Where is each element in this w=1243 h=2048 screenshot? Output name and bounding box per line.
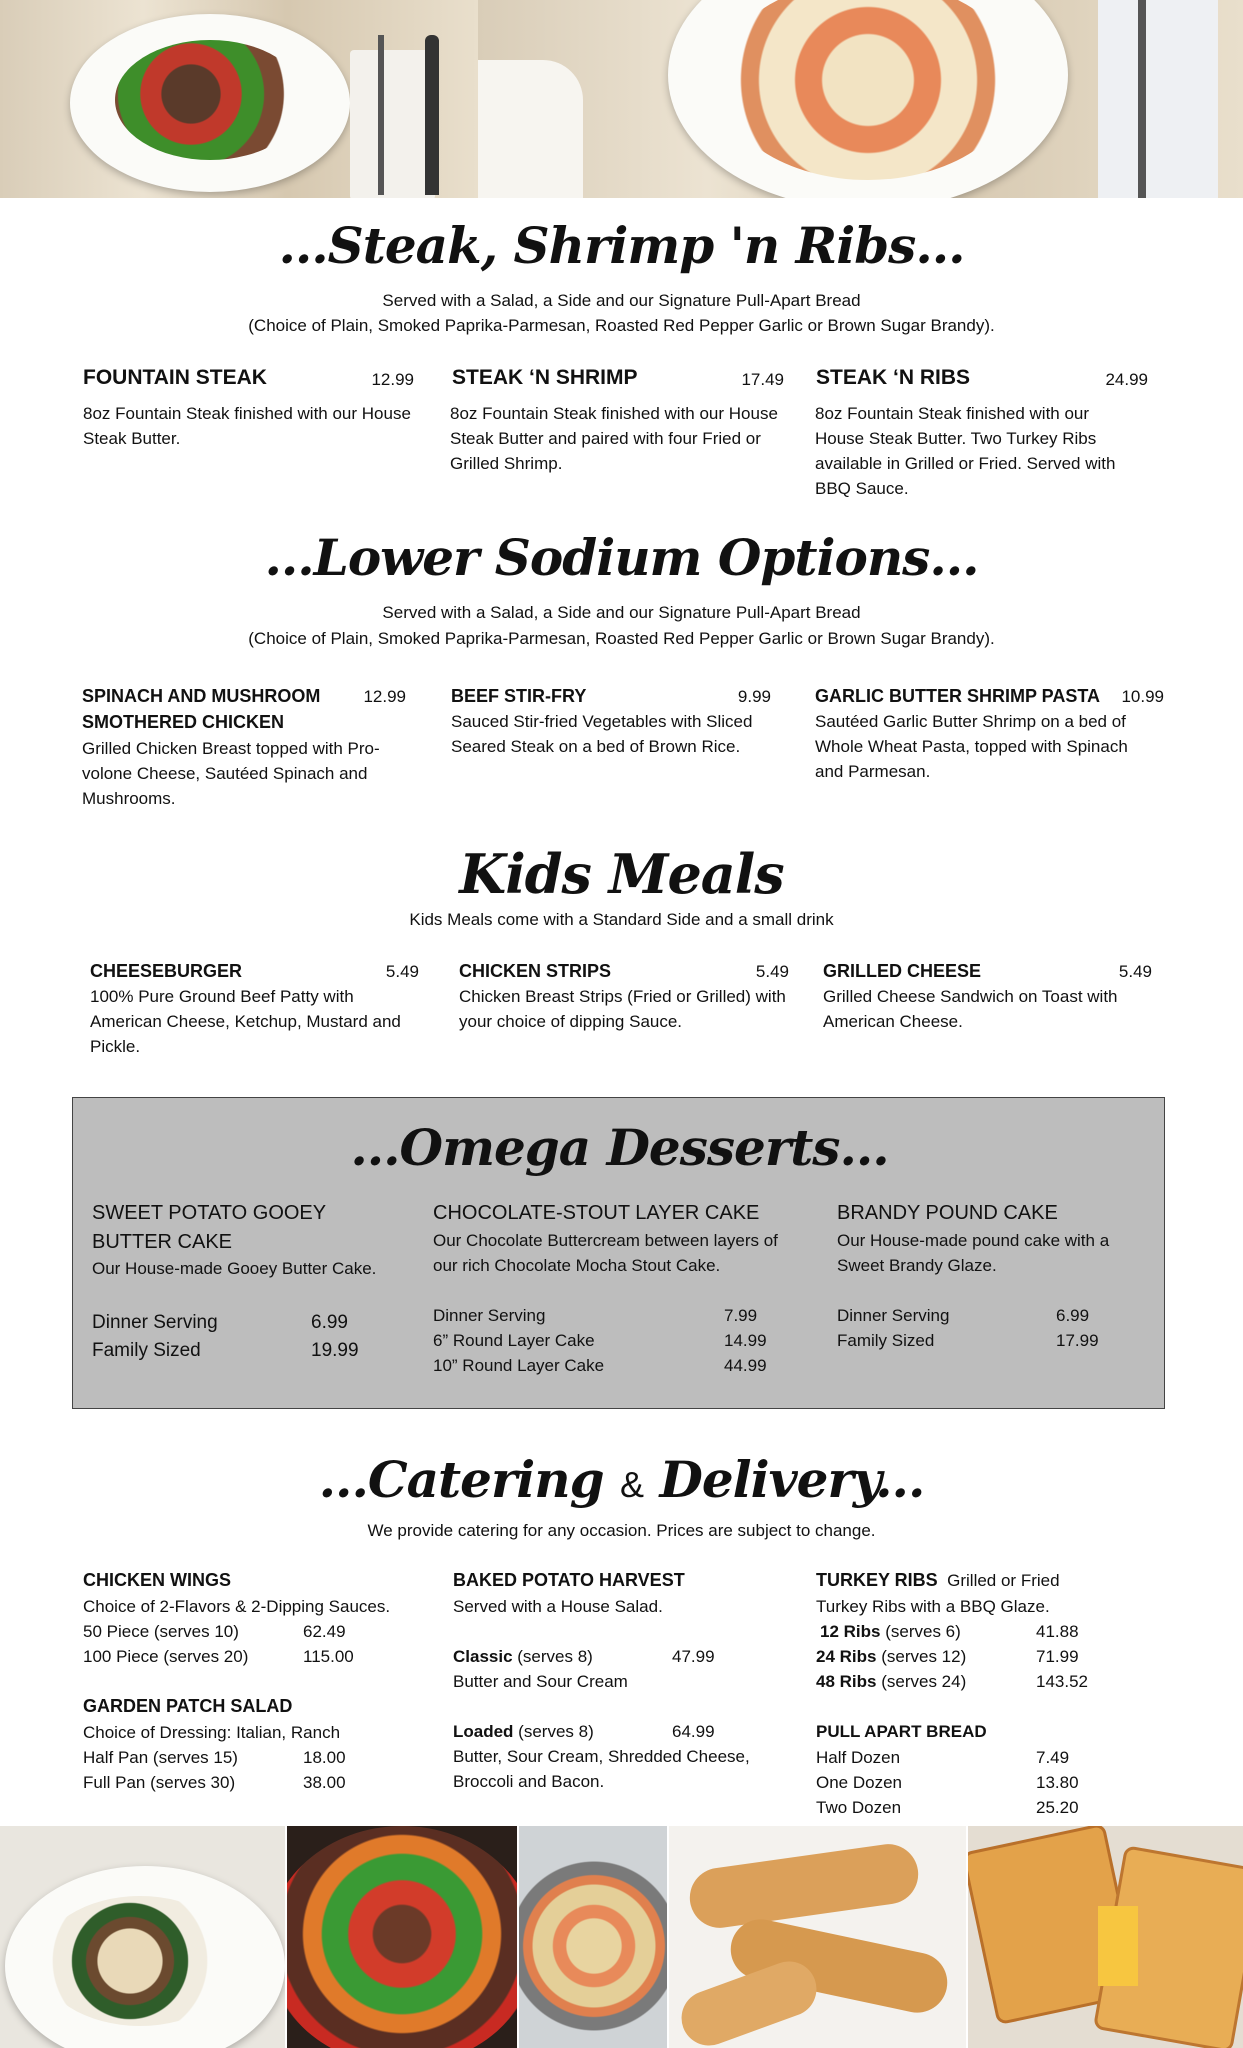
- kids-section-title: Kids Meals: [459, 842, 784, 906]
- ribs-count: 24 Ribs: [816, 1647, 877, 1666]
- menu-item-desc: Grilled Chicken Breast topped with Pro-volone Cheese, Sautéed Spinach and Mushrooms.: [82, 739, 380, 808]
- menu-item-price: 24.99: [1105, 370, 1148, 389]
- catering-size: [816, 1669, 966, 1694]
- catering-size: [453, 1719, 594, 1744]
- menu-item-desc: 100% Pure Ground Beef Patty with American Cheese, Ketchup, Mustard and Pickle.: [90, 987, 401, 1056]
- smothered-chicken-photo: [0, 1826, 285, 2048]
- catering-size: Half Dozen: [816, 1748, 901, 1767]
- dessert-price: 19.99: [311, 1340, 359, 1361]
- serves-label: (serves 8): [512, 1647, 593, 1666]
- dessert-size: Family Sized: [92, 1340, 201, 1361]
- menu-item-desc: 8oz Fountain Steak finished with our House Steak Butter.: [83, 404, 411, 448]
- beef-stir-fry-photo: [287, 1826, 517, 2048]
- serves-label: (serves 6): [880, 1622, 961, 1641]
- menu-item-desc: Sautéed Garlic Butter Shrimp on a bed of Whole Wheat Pasta, topped with Spinach and Parmesan.: [815, 712, 1128, 781]
- serves-label: (serves 8): [513, 1722, 594, 1741]
- catering-price: 143.52: [1036, 1672, 1088, 1691]
- catering-item-desc: Choice of 2-Flavors & 2-Dipping Sauces.: [83, 1597, 391, 1616]
- catering-price: 38.00: [303, 1773, 346, 1792]
- menu-item-name: STEAK ‘N SHRIMP: [452, 366, 638, 389]
- catering-item-name: CHICKEN WINGS: [83, 1570, 231, 1590]
- catering-price: 115.00: [303, 1647, 354, 1666]
- ribs-count: 48 Ribs: [816, 1672, 877, 1691]
- steak-section-subtitle: Served with a Salad, a Side and our Signature Pull-Apart Bread: [382, 291, 861, 310]
- catering-price: 13.80: [1036, 1773, 1079, 1792]
- dessert-size: Dinner Serving: [92, 1312, 218, 1333]
- turkey-ribs-option: Grilled or Fried: [937, 1571, 1060, 1590]
- sodium-section-subtitle: Served with a Salad, a Side and our Signature Pull-Apart Bread: [382, 603, 861, 622]
- catering-price: 47.99: [672, 1647, 715, 1666]
- dessert-price: 7.99: [724, 1306, 758, 1325]
- catering-size: 100 Piece (serves 20): [83, 1647, 249, 1666]
- catering-item-name: BAKED POTATO HARVEST: [453, 1570, 685, 1590]
- menu-item-name: FOUNTAIN STEAK: [83, 366, 267, 389]
- catering-size: One Dozen: [816, 1773, 902, 1792]
- catering-item-name: [816, 1568, 1060, 1593]
- ampersand: &: [620, 1464, 644, 1505]
- menu-item-name: CHICKEN STRIPS: [459, 961, 612, 981]
- catering-title-part: Delivery...: [659, 1450, 925, 1509]
- dessert-size: Dinner Serving: [433, 1306, 546, 1325]
- dessert-desc: Our House-made Gooey Butter Cake.: [92, 1259, 377, 1278]
- catering-item-desc: Butter and Sour Cream: [453, 1672, 628, 1691]
- catering-item-desc: Turkey Ribs with a BBQ Glaze.: [816, 1597, 1050, 1616]
- dessert-desc: Our Chocolate Buttercream between layers of our rich Chocolate Mocha Stout Cake.: [433, 1231, 778, 1275]
- steak-section-subtitle-2: (Choice of Plain, Smoked Paprika-Parmesan, Roasted Red Pepper Garlic or Brown Sugar Brandy).: [248, 316, 995, 335]
- size-label: Loaded: [453, 1722, 514, 1741]
- menu-item-name: GARLIC BUTTER SHRIMP PASTA: [815, 686, 1101, 706]
- dessert-size: Family Sized: [837, 1331, 935, 1350]
- shrimp-pasta-photo: [478, 0, 1243, 198]
- desserts-section-title: ...Omega Desserts...: [350, 1118, 889, 1177]
- catering-size: Full Pan (serves 30): [83, 1773, 236, 1792]
- steak-section-title: ...Steak, Shrimp 'n Ribs...: [278, 216, 965, 275]
- catering-item-desc: Served with a House Salad.: [453, 1597, 663, 1616]
- menu-item-price: 5.49: [385, 962, 419, 981]
- dessert-desc: Our House-made pound cake with a Sweet Brandy Glaze.: [837, 1231, 1110, 1275]
- dessert-size: 6” Round Layer Cake: [433, 1331, 595, 1350]
- menu-item-desc: Sauced Stir-fried Vegetables with Sliced Seared Steak on a bed of Brown Rice.: [451, 712, 753, 756]
- catering-item-desc: Broccoli and Bacon.: [453, 1772, 605, 1791]
- catering-size: Two Dozen: [816, 1798, 902, 1817]
- menu-item-price: 5.49: [755, 962, 789, 981]
- catering-size: [820, 1619, 961, 1644]
- menu-item-desc: 8oz Fountain Steak finished with our House Steak Butter and paired with four Fried or Grilled Shrimp.: [450, 404, 778, 473]
- sodium-section-title: ...Lower Sodium Options...: [264, 528, 979, 587]
- dessert-name: SWEET POTATO GOOEY BUTTER CAKE: [92, 1202, 326, 1253]
- catering-price: 25.20: [1036, 1798, 1079, 1817]
- chicken-strips-photo: [669, 1826, 966, 2048]
- menu-item-name: SPINACH AND MUSHROOM SMOTHERED CHICKEN: [82, 686, 321, 732]
- catering-size: [816, 1644, 966, 1669]
- menu-item-name: STEAK ‘N RIBS: [816, 366, 971, 389]
- dessert-size: 10” Round Layer Cake: [433, 1356, 605, 1375]
- shrimp-pasta-pan-photo: [519, 1826, 667, 2048]
- catering-size: Half Pan (serves 15): [83, 1748, 238, 1767]
- dessert-price: 44.99: [724, 1356, 767, 1375]
- catering-price: 18.00: [303, 1748, 346, 1767]
- menu-item-price: 17.49: [741, 370, 784, 389]
- catering-section-title: [0, 1448, 1243, 1517]
- size-label: Classic: [453, 1647, 513, 1666]
- sodium-section-subtitle-2: (Choice of Plain, Smoked Paprika-Parmesan, Roasted Red Pepper Garlic or Brown Sugar Brandy).: [248, 629, 995, 648]
- dessert-price: 6.99: [311, 1312, 348, 1333]
- dessert-price: 14.99: [724, 1331, 767, 1350]
- menu-item-price: 12.99: [371, 370, 414, 389]
- menu-item-price: 12.99: [363, 687, 406, 706]
- catering-title-part: ...Catering: [318, 1450, 604, 1509]
- serves-label: (serves 24): [876, 1672, 967, 1691]
- catering-item-desc: Butter, Sour Cream, Shredded Cheese,: [453, 1747, 750, 1766]
- dessert-size: Dinner Serving: [837, 1306, 950, 1325]
- menu-item-name: BEEF STIR-FRY: [451, 686, 587, 706]
- catering-size: [453, 1644, 593, 1669]
- ribs-count: 12 Ribs: [820, 1622, 881, 1641]
- catering-price: 71.99: [1036, 1647, 1079, 1666]
- menu-item-price: 9.99: [737, 687, 771, 706]
- turkey-ribs-name: TURKEY RIBS: [816, 1570, 938, 1590]
- top-photo-strip: [0, 0, 1243, 198]
- dessert-price: 6.99: [1056, 1306, 1090, 1325]
- menu-item-price: 5.49: [1118, 962, 1152, 981]
- catering-price: 62.49: [303, 1622, 346, 1641]
- catering-price: 7.49: [1036, 1748, 1070, 1767]
- menu-item-desc: Chicken Breast Strips (Fried or Grilled) with your choice of dipping Sauce.: [459, 987, 786, 1031]
- catering-price: 64.99: [672, 1722, 715, 1741]
- catering-section-subtitle: We provide catering for any occasion. Prices are subject to change.: [367, 1521, 876, 1540]
- catering-item-name: PULL APART BREAD: [816, 1722, 987, 1741]
- dessert-price: 17.99: [1056, 1331, 1099, 1350]
- desserts-panel: [72, 1097, 1165, 1409]
- menu-item-desc: Grilled Cheese Sandwich on Toast with American Cheese.: [823, 987, 1118, 1031]
- menu-item-name: GRILLED CHEESE: [823, 961, 982, 981]
- catering-price: 41.88: [1036, 1622, 1079, 1641]
- grilled-cheese-photo: [968, 1826, 1243, 2048]
- catering-item-name: GARDEN PATCH SALAD: [83, 1696, 293, 1716]
- bottom-photo-strip: [0, 1826, 1243, 2048]
- dessert-name: BRANDY POUND CAKE: [837, 1202, 1058, 1224]
- menu-item-name: CHEESEBURGER: [90, 961, 243, 981]
- kids-section-subtitle: Kids Meals come with a Standard Side and a small drink: [409, 910, 834, 929]
- catering-size: 50 Piece (serves 10): [83, 1622, 239, 1641]
- catering-item-desc: Choice of Dressing: Italian, Ranch: [83, 1723, 341, 1742]
- steak-fajita-photo: [0, 0, 478, 198]
- menu-item-desc: 8oz Fountain Steak finished with our House Steak Butter. Two Turkey Ribs available in Grilled or Fried. Served with BBQ Sauce.: [815, 404, 1116, 498]
- menu-item-price: 10.99: [1121, 687, 1164, 706]
- dessert-name: CHOCOLATE-STOUT LAYER CAKE: [433, 1202, 760, 1224]
- serves-label: (serves 12): [876, 1647, 967, 1666]
